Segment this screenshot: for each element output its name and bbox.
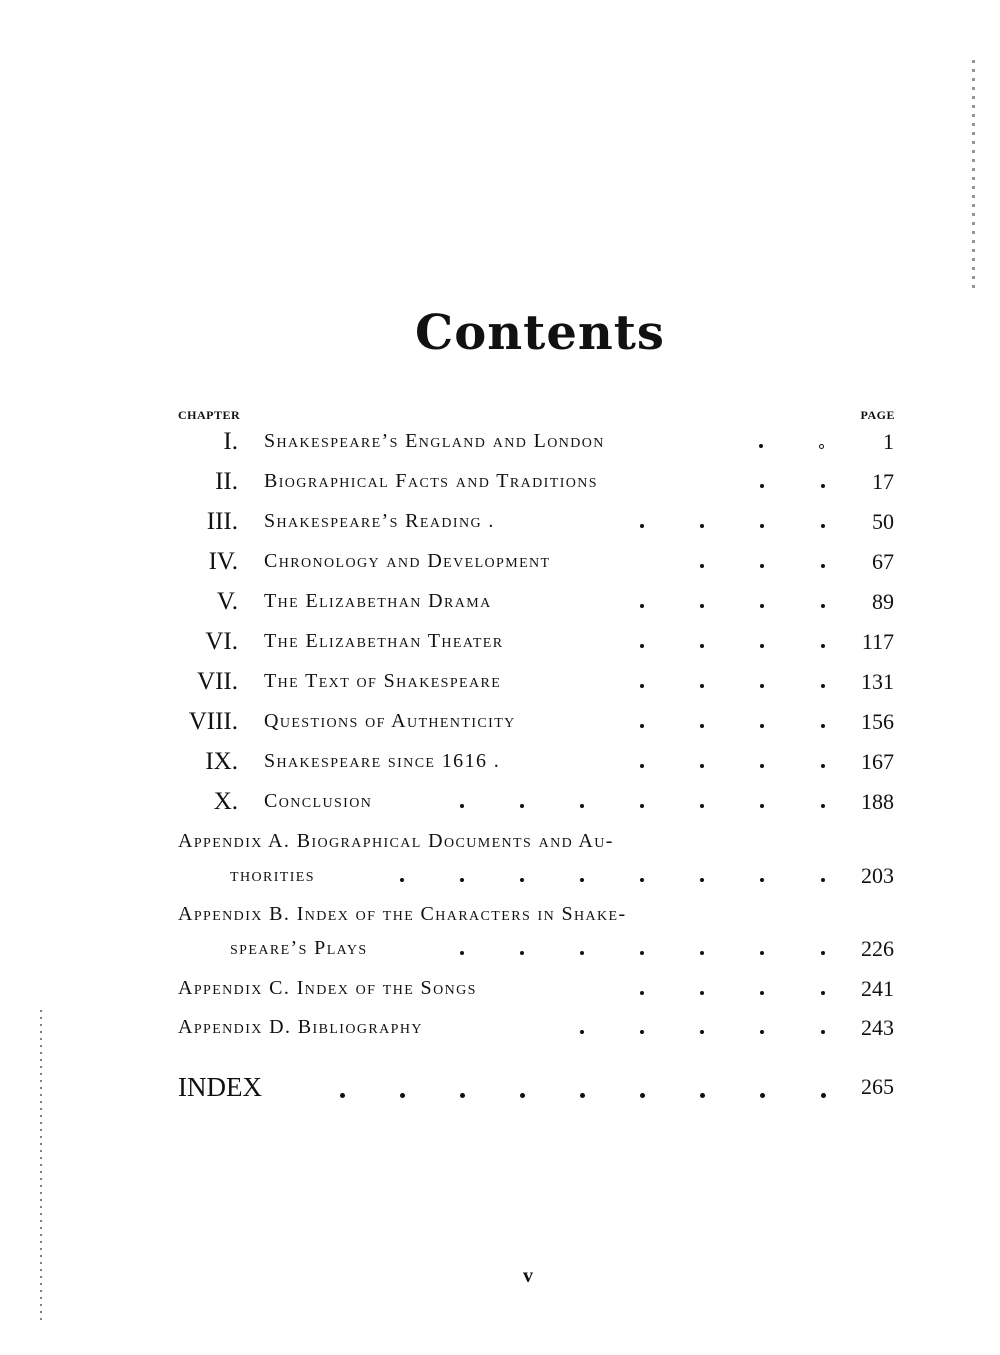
leader-dot — [821, 804, 825, 808]
leader-dot — [640, 604, 644, 608]
leader-dot — [821, 644, 825, 648]
leader-dot — [821, 878, 825, 882]
chapter-number: VIII. — [188, 708, 238, 735]
leader-dot — [700, 991, 704, 995]
leader-dot — [400, 878, 404, 882]
leader-dot — [760, 951, 764, 955]
chapter-number: V. — [216, 588, 238, 615]
chapter-title: Biographical Facts and Traditions — [264, 470, 598, 492]
chapter-number: I. — [223, 428, 238, 455]
leader-dot — [640, 724, 644, 728]
leader-dot — [759, 444, 763, 448]
chapter-number: IV. — [208, 548, 238, 575]
leader-dot — [460, 951, 464, 955]
chapter-title: Questions of Authenticity — [264, 710, 516, 732]
appendix-entry-line — [0, 862, 1000, 898]
toc-entry — [0, 548, 1000, 584]
leader-dot — [460, 1093, 465, 1098]
leader-dot — [700, 604, 704, 608]
leader-dot — [580, 1093, 585, 1098]
leader-dot — [700, 951, 704, 955]
leader-dot — [821, 604, 825, 608]
leader-dot — [640, 804, 644, 808]
chapter-title: The Text of Shakespeare — [264, 670, 502, 692]
leader-dot — [821, 484, 825, 488]
leader-dot — [640, 684, 644, 688]
leader-dot — [760, 604, 764, 608]
page-number: 243 — [861, 1015, 894, 1040]
toc-entry — [0, 428, 1000, 464]
chapter-title: Shakespeare’s England and London — [264, 430, 605, 452]
appendix-title: Appendix B. Index of the Characters in Shake- — [178, 903, 627, 925]
leader-dot — [400, 1093, 405, 1098]
appendix-title: Appendix D. Bibliography — [178, 1016, 423, 1038]
appendix-entry-line — [0, 935, 1000, 971]
leader-dot — [640, 1093, 645, 1098]
leader-dot — [760, 1030, 764, 1034]
page-number: 156 — [861, 709, 894, 734]
leader-dot — [700, 684, 704, 688]
chapter-number: X. — [213, 788, 238, 815]
appendix-title-continued: speare’s Plays — [230, 937, 368, 959]
appendix-entry — [0, 975, 1000, 1011]
toc-entry — [0, 788, 1000, 824]
index-page-number: 265 — [861, 1074, 894, 1099]
leader-dot — [760, 644, 764, 648]
leader-dot — [760, 524, 764, 528]
chapter-number: VII. — [197, 668, 238, 695]
leader-dot — [760, 724, 764, 728]
leader-dot — [760, 804, 764, 808]
leader-dot — [520, 1093, 525, 1098]
leader-dot — [821, 684, 825, 688]
toc-entry — [0, 588, 1000, 624]
chapter-number: III. — [206, 508, 238, 535]
page-number: 241 — [861, 976, 894, 1001]
leader-dot — [580, 951, 584, 955]
leader-dot — [760, 1093, 765, 1098]
leader-dot — [640, 991, 644, 995]
leader-dot — [460, 804, 464, 808]
toc-entry — [0, 628, 1000, 664]
chapter-title: The Elizabethan Theater — [264, 630, 504, 652]
leader-dot — [640, 1030, 644, 1034]
index-label: INDEX — [178, 1072, 262, 1102]
toc-entry — [0, 668, 1000, 704]
chapter-title: Shakespeare since 1616 . — [264, 750, 501, 772]
leader-dot — [700, 1093, 705, 1098]
chapter-column-header: CHAPTER — [178, 408, 241, 422]
page-number: 226 — [861, 936, 894, 961]
leader-dot — [640, 878, 644, 882]
leader-dot — [821, 1093, 826, 1098]
leader-dot — [700, 878, 704, 882]
page-number: 203 — [861, 863, 894, 888]
leader-dot — [520, 804, 524, 808]
leader-dot — [700, 724, 704, 728]
leader-dot — [821, 724, 825, 728]
chapter-number: II. — [215, 468, 238, 495]
toc-entry — [0, 508, 1000, 544]
page-number: 50 — [872, 509, 894, 534]
leader-dot — [821, 764, 825, 768]
toc-entry — [0, 748, 1000, 784]
toc-entry — [0, 708, 1000, 744]
page-column-header: PAGE — [860, 408, 895, 422]
leader-dot — [520, 951, 524, 955]
leader-dot — [640, 764, 644, 768]
chapter-title: Chronology and Development — [264, 550, 551, 572]
chapter-number: IX. — [205, 748, 238, 775]
chapter-title: The Elizabethan Drama — [264, 590, 492, 612]
chapter-number: VI. — [205, 628, 238, 655]
leader-dot — [700, 764, 704, 768]
page-number: 1 — [883, 429, 894, 454]
chapter-title: Shakespeare’s Reading . — [264, 510, 495, 532]
leader-dot — [700, 644, 704, 648]
scan-edge-right — [972, 60, 975, 290]
leader-dot — [821, 524, 825, 528]
page-number: 89 — [872, 589, 894, 614]
appendix-title: Appendix C. Index of the Songs — [178, 977, 477, 999]
leader-dot — [760, 878, 764, 882]
page-number: 188 — [861, 789, 894, 814]
leader-dot — [640, 644, 644, 648]
appendix-entry-line — [0, 901, 1000, 937]
page-number: 67 — [872, 549, 894, 574]
leader-dot — [640, 951, 644, 955]
appendix-title: Appendix A. Biographical Documents and Au- — [178, 830, 614, 852]
leader-dot — [760, 991, 764, 995]
leader-dot — [821, 1030, 825, 1034]
appendix-entry — [0, 1014, 1000, 1050]
leader-dot — [580, 804, 584, 808]
page-title: Contents — [415, 305, 665, 361]
appendix-entry-line — [0, 828, 1000, 864]
leader-dot — [819, 444, 824, 449]
leader-dot — [580, 878, 584, 882]
page-number: 117 — [861, 629, 894, 654]
page-number: 17 — [872, 469, 894, 494]
leader-dot — [520, 878, 524, 882]
leader-dot — [640, 524, 644, 528]
appendix-title-continued: thorities — [230, 864, 315, 886]
leader-dot — [821, 564, 825, 568]
page-folio: v — [523, 1265, 533, 1287]
leader-dot — [821, 951, 825, 955]
page-number: 167 — [861, 749, 894, 774]
leader-dot — [700, 564, 704, 568]
leader-dot — [580, 1030, 584, 1034]
leader-dot — [760, 564, 764, 568]
leader-dot — [340, 1093, 345, 1098]
leader-dot — [760, 764, 764, 768]
leader-dot — [821, 991, 825, 995]
leader-dot — [760, 684, 764, 688]
leader-dot — [700, 524, 704, 528]
leader-dot — [760, 484, 764, 488]
page-number: 131 — [861, 669, 894, 694]
toc-entry — [0, 468, 1000, 504]
leader-dot — [700, 804, 704, 808]
chapter-title: Conclusion — [264, 790, 373, 812]
leader-dot — [460, 878, 464, 882]
leader-dot — [700, 1030, 704, 1034]
